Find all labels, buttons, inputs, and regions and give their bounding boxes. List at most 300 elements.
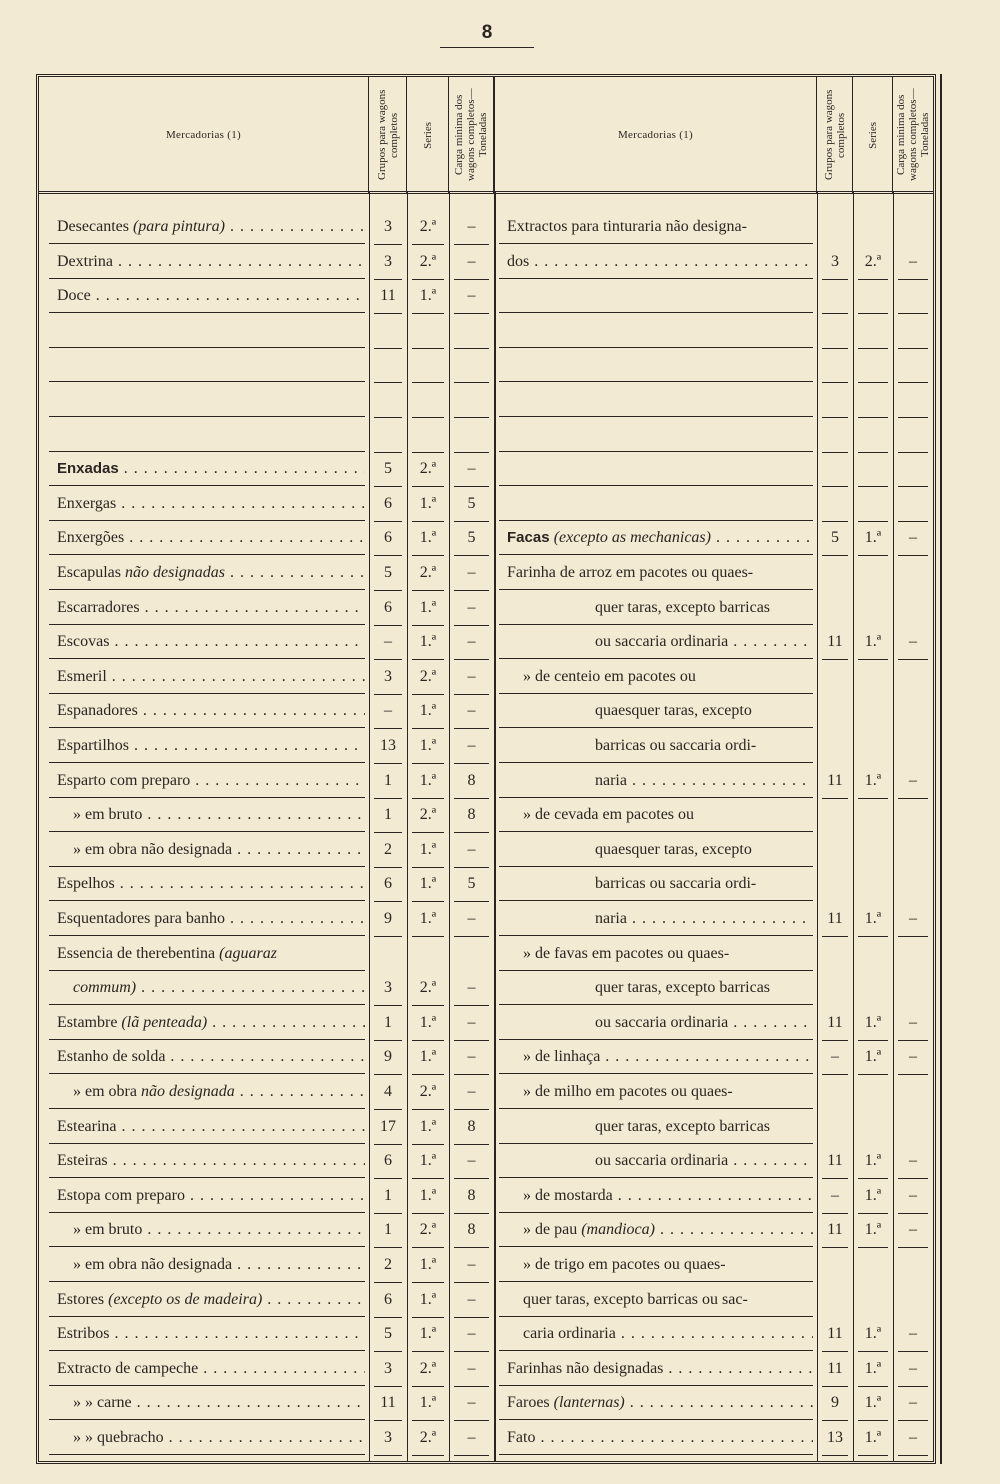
carga-value bbox=[898, 452, 928, 487]
entry-name-text: Escapulas bbox=[57, 564, 125, 581]
carga-value: – bbox=[454, 1040, 489, 1075]
serie-value: 1.ª bbox=[412, 1040, 444, 1075]
grupo-value: 5 bbox=[374, 1317, 402, 1352]
grupo-value bbox=[822, 418, 848, 453]
table-row bbox=[39, 556, 939, 590]
serie-value bbox=[858, 729, 888, 763]
page-number: 8 bbox=[440, 22, 534, 48]
carga-value bbox=[898, 210, 928, 244]
entry-name-text: » de mostarda bbox=[523, 1186, 613, 1204]
carga-value: 8 bbox=[454, 1110, 489, 1145]
serie-value bbox=[858, 279, 888, 314]
serie-value: 2.ª bbox=[412, 452, 444, 487]
header-grupos-label: Grupos para wagons completos bbox=[375, 89, 400, 181]
table-row bbox=[39, 1075, 939, 1109]
carga-value: – bbox=[898, 625, 928, 660]
serie-value: 1.ª bbox=[412, 729, 444, 764]
grupo-value bbox=[822, 487, 848, 522]
grupo-value: 1 bbox=[374, 764, 402, 799]
table-row bbox=[39, 279, 939, 313]
serie-value bbox=[858, 418, 888, 453]
entry-name-qualifier: (aguaraz bbox=[219, 944, 277, 962]
serie-value: 1.ª bbox=[412, 1144, 444, 1179]
carga-value: – bbox=[898, 1213, 928, 1248]
serie-value: 2.ª bbox=[412, 660, 444, 695]
grupo-value: 11 bbox=[374, 279, 402, 314]
carga-value: – bbox=[898, 1421, 928, 1456]
carga-value: – bbox=[454, 1386, 489, 1421]
grupo-value: 9 bbox=[374, 1040, 402, 1075]
serie-value bbox=[858, 556, 888, 590]
carga-value: – bbox=[454, 279, 489, 314]
carga-value: – bbox=[898, 1006, 928, 1041]
grupo-value: 6 bbox=[374, 1283, 402, 1318]
grupo-value bbox=[822, 1283, 848, 1317]
entry-name bbox=[499, 764, 813, 798]
serie-value: 2.ª bbox=[412, 245, 444, 280]
tariff-table bbox=[36, 74, 936, 1464]
entry-name-text: Escarradores bbox=[57, 598, 140, 616]
table-row bbox=[39, 625, 939, 659]
table-row bbox=[39, 210, 939, 244]
entry-name bbox=[499, 1352, 813, 1386]
entry-name-text: » » carne bbox=[73, 1394, 132, 1412]
entry-name bbox=[499, 1006, 813, 1040]
table-row bbox=[39, 971, 939, 1005]
page-edge-rule bbox=[932, 74, 942, 1464]
table-row bbox=[39, 833, 939, 867]
serie-value: 1.ª bbox=[858, 1352, 888, 1387]
serie-value bbox=[858, 348, 888, 383]
entry-name-text: Estambre bbox=[57, 1013, 122, 1031]
grupo-value: 11 bbox=[822, 764, 848, 799]
entry-name bbox=[499, 591, 813, 625]
carga-value bbox=[898, 314, 928, 349]
carga-value bbox=[898, 1248, 928, 1282]
leader-dots bbox=[535, 1429, 813, 1446]
entry-name bbox=[499, 1040, 813, 1074]
header-series-label: Series bbox=[421, 121, 434, 149]
serie-value: 1.ª bbox=[412, 1248, 444, 1283]
carga-value bbox=[898, 418, 928, 453]
grupo-value: 11 bbox=[822, 625, 848, 660]
entry-name-text: barricas ou saccaria ordi- bbox=[595, 875, 757, 893]
serie-value: 1.ª bbox=[412, 902, 444, 937]
carga-value bbox=[898, 487, 928, 522]
entry-name bbox=[499, 210, 813, 244]
grupo-value: 17 bbox=[374, 1110, 402, 1145]
entry-name bbox=[499, 867, 813, 901]
leader-dots bbox=[663, 1360, 813, 1377]
leader-dots bbox=[728, 633, 813, 650]
entry-name bbox=[499, 694, 813, 728]
grupo-value: 6 bbox=[374, 591, 402, 626]
serie-value bbox=[858, 971, 888, 1005]
table-row bbox=[39, 798, 939, 832]
carga-value: 8 bbox=[454, 798, 489, 833]
serie-value: 2.ª bbox=[858, 245, 888, 280]
serie-value: 1.ª bbox=[412, 279, 444, 314]
header-mercadorias-label: Mercadorias (1) bbox=[165, 129, 242, 141]
entry-name-text: » de linhaça bbox=[523, 1048, 601, 1066]
serie-value: 1.ª bbox=[858, 1213, 888, 1248]
carga-value: – bbox=[454, 591, 489, 626]
leader-dots bbox=[627, 910, 813, 927]
carga-value bbox=[898, 279, 928, 314]
entry-name bbox=[499, 937, 813, 971]
grupo-value bbox=[822, 210, 848, 244]
serie-value bbox=[858, 798, 888, 832]
carga-value: – bbox=[898, 1317, 928, 1352]
table-row bbox=[39, 591, 939, 625]
table-row bbox=[39, 867, 939, 901]
entry-name bbox=[499, 452, 813, 486]
carga-value: – bbox=[454, 660, 489, 695]
entry-name-qualifier: (lã penteada) bbox=[121, 1013, 208, 1031]
carga-value: – bbox=[454, 1006, 489, 1041]
carga-value: – bbox=[454, 1248, 489, 1283]
serie-value bbox=[858, 314, 888, 349]
entry-name-text: Faroes bbox=[507, 1394, 554, 1412]
carga-value bbox=[898, 694, 928, 728]
serie-value: 1.ª bbox=[858, 1421, 888, 1456]
header-grupos-label: Grupos para wagons completos bbox=[822, 89, 847, 181]
table-row bbox=[39, 1040, 939, 1074]
grupo-value bbox=[822, 660, 848, 694]
carga-value bbox=[898, 971, 928, 1005]
entry-name bbox=[499, 902, 813, 936]
entry-name-text: dos bbox=[507, 252, 530, 270]
carga-value: 5 bbox=[454, 521, 489, 556]
leader-dots bbox=[728, 1152, 813, 1169]
entry-name-text: Enxadas bbox=[57, 460, 119, 478]
carga-value: 5 bbox=[454, 487, 489, 522]
entry-name bbox=[499, 314, 813, 348]
grupo-value: 9 bbox=[374, 902, 402, 937]
serie-value: 1.ª bbox=[412, 487, 444, 522]
entry-name-text: » de pau bbox=[523, 1221, 582, 1239]
table-row bbox=[39, 1144, 939, 1178]
carga-value bbox=[898, 867, 928, 901]
grupo-value: 3 bbox=[374, 210, 402, 245]
serie-value: 2.ª bbox=[412, 1075, 444, 1110]
carga-value: – bbox=[898, 1179, 928, 1214]
entry-name-text: Estanho de solda bbox=[57, 1048, 166, 1066]
carga-value: – bbox=[454, 1283, 489, 1318]
table-row bbox=[39, 348, 939, 382]
entry-name bbox=[499, 1283, 813, 1317]
grupo-value bbox=[822, 971, 848, 1005]
entry-name-text: » de cevada em pacotes ou bbox=[523, 806, 695, 824]
leader-dots bbox=[625, 1394, 813, 1411]
carga-value: – bbox=[454, 1075, 489, 1110]
entry-name bbox=[499, 798, 813, 832]
entry-name-text: Facas bbox=[507, 529, 554, 547]
serie-value: 2.ª bbox=[412, 210, 444, 245]
carga-value bbox=[898, 348, 928, 383]
entry-name bbox=[499, 660, 813, 694]
entry-name bbox=[499, 833, 813, 867]
carga-value: – bbox=[454, 694, 489, 729]
grupo-value: 3 bbox=[374, 245, 402, 280]
table-row bbox=[39, 1283, 939, 1317]
entry-name-text: Esmeril bbox=[57, 667, 107, 685]
header-series-left bbox=[407, 77, 449, 193]
entry-name bbox=[499, 625, 813, 659]
carga-value bbox=[898, 1110, 928, 1144]
serie-value: 1.ª bbox=[412, 521, 444, 556]
grupo-value: 6 bbox=[374, 1144, 402, 1179]
serie-value: 1.ª bbox=[412, 591, 444, 626]
serie-value bbox=[858, 383, 888, 418]
header-carga-right bbox=[893, 77, 933, 193]
carga-value bbox=[898, 937, 928, 971]
grupo-value: 11 bbox=[822, 1213, 848, 1248]
table-row bbox=[39, 1317, 939, 1351]
entry-name-text: quaesquer taras, excepto bbox=[595, 840, 752, 858]
entry-name bbox=[499, 1179, 813, 1213]
grupo-value: 9 bbox=[822, 1386, 848, 1421]
leader-dots bbox=[616, 1325, 813, 1342]
serie-value: 2.ª bbox=[412, 971, 444, 1006]
entry-name-text: » » quebracho bbox=[73, 1429, 164, 1446]
serie-value: 1.ª bbox=[412, 833, 444, 868]
carga-value: – bbox=[454, 1421, 489, 1456]
grupo-value bbox=[822, 1248, 848, 1282]
grupo-value: 1 bbox=[374, 798, 402, 833]
header-grupos-right bbox=[817, 77, 853, 193]
entry-name-qualifier: commum) bbox=[73, 979, 137, 997]
carga-value: – bbox=[454, 971, 489, 1006]
serie-value bbox=[858, 1248, 888, 1282]
serie-value bbox=[858, 694, 888, 728]
table-row bbox=[39, 729, 939, 763]
header-mercadorias-right bbox=[495, 77, 817, 193]
serie-value: 1.ª bbox=[412, 1110, 444, 1145]
entry-name bbox=[499, 418, 813, 452]
entry-name-text: » de centeio em pacotes ou bbox=[523, 667, 696, 685]
grupo-value: 1 bbox=[374, 1006, 402, 1041]
grupo-value bbox=[822, 556, 848, 590]
table-row bbox=[39, 660, 939, 694]
serie-value: 1.ª bbox=[412, 694, 444, 729]
leader-dots bbox=[728, 1014, 813, 1031]
entry-name-text: quer taras, excepto barricas bbox=[595, 979, 771, 997]
entry-name-text: quer taras, excepto barricas bbox=[595, 1117, 771, 1135]
grupo-value bbox=[822, 798, 848, 832]
table-row bbox=[39, 1006, 939, 1040]
entry-name-qualifier: (excepto os de madeira) bbox=[108, 1290, 263, 1308]
entry-name-text: » em obra bbox=[73, 1083, 141, 1100]
carga-value: – bbox=[898, 902, 928, 937]
grupo-value: 3 bbox=[374, 1421, 402, 1456]
grupo-value bbox=[822, 937, 848, 971]
entry-name-text: caria ordinaria bbox=[523, 1325, 616, 1343]
table-row bbox=[39, 314, 939, 348]
grupo-value: 1 bbox=[374, 1213, 402, 1248]
grupo-value: 5 bbox=[374, 452, 402, 487]
entry-name-qualifier: não designadas bbox=[124, 564, 225, 581]
grupo-value bbox=[822, 867, 848, 901]
entry-name-text: Espartilhos bbox=[57, 737, 129, 754]
grupo-value: 3 bbox=[822, 245, 848, 280]
entry-name bbox=[499, 1248, 813, 1282]
entry-name-text: naria bbox=[595, 771, 627, 789]
serie-value bbox=[858, 452, 888, 487]
serie-value bbox=[858, 1110, 888, 1144]
grupo-value bbox=[822, 1075, 848, 1109]
serie-value bbox=[858, 833, 888, 867]
serie-value: 1.ª bbox=[858, 1317, 888, 1352]
header-mercadorias-left bbox=[39, 77, 369, 193]
entry-name-text: Dextrina bbox=[57, 252, 113, 270]
entry-name-text: Fato bbox=[507, 1429, 536, 1446]
entry-name bbox=[499, 245, 813, 279]
entry-name bbox=[499, 383, 813, 417]
table-row bbox=[39, 452, 939, 486]
grupo-value: 11 bbox=[822, 1352, 848, 1387]
serie-value bbox=[858, 1075, 888, 1109]
grupo-value: – bbox=[374, 694, 402, 729]
grupo-value: 6 bbox=[374, 867, 402, 902]
table-row bbox=[39, 902, 939, 936]
entry-name-text: Estopa com preparo bbox=[57, 1186, 185, 1204]
serie-value: 1.ª bbox=[412, 1283, 444, 1318]
grupo-value: 1 bbox=[374, 1179, 402, 1214]
entry-name bbox=[499, 1110, 813, 1144]
serie-value: 1.ª bbox=[412, 625, 444, 660]
entry-name-text: Desecantes bbox=[57, 218, 133, 235]
grupo-value: 6 bbox=[374, 521, 402, 556]
header-grupos-left bbox=[369, 77, 407, 193]
entry-name-text: Extractos para tinturaria não designa- bbox=[507, 218, 747, 235]
entry-name-text: ou saccaria ordinaria bbox=[595, 1013, 729, 1031]
carga-value: – bbox=[898, 245, 928, 280]
carga-value bbox=[898, 383, 928, 418]
serie-value: 1.ª bbox=[412, 1179, 444, 1214]
serie-value: 1.ª bbox=[412, 764, 444, 799]
carga-value: 8 bbox=[454, 1213, 489, 1248]
grupo-value: 6 bbox=[374, 487, 402, 522]
carga-value: – bbox=[454, 245, 489, 280]
header-series-label: Series bbox=[866, 121, 879, 149]
leader-dots bbox=[613, 1187, 813, 1204]
serie-value: 1.ª bbox=[858, 1144, 888, 1179]
serie-value bbox=[858, 591, 888, 625]
grupo-value: 4 bbox=[374, 1075, 402, 1110]
entry-name-text: » de milho em pacotes ou quaes- bbox=[523, 1083, 733, 1100]
serie-value: 1.ª bbox=[412, 1006, 444, 1041]
serie-value: 2.ª bbox=[412, 1213, 444, 1248]
table-row bbox=[39, 1386, 939, 1420]
table-row bbox=[39, 1352, 939, 1386]
grupo-value bbox=[822, 591, 848, 625]
table-row bbox=[39, 418, 939, 452]
serie-value: 1.ª bbox=[858, 902, 888, 937]
entry-name-text: Esteiras bbox=[57, 1152, 108, 1170]
entry-name bbox=[499, 1213, 813, 1247]
grupo-value: 13 bbox=[374, 729, 402, 764]
grupo-value: 11 bbox=[374, 1386, 402, 1421]
carga-value: – bbox=[454, 729, 489, 764]
entry-name-text: Esquentadores para banho bbox=[57, 910, 225, 927]
serie-value: 1.ª bbox=[858, 1179, 888, 1214]
serie-value: 1.ª bbox=[858, 521, 888, 556]
entry-name-text: naria bbox=[595, 910, 627, 927]
carga-value: – bbox=[454, 1317, 489, 1352]
grupo-value: 5 bbox=[374, 556, 402, 591]
serie-value: 1.ª bbox=[412, 1386, 444, 1421]
table-row bbox=[39, 383, 939, 417]
grupo-value: 3 bbox=[374, 971, 402, 1006]
carga-value: 5 bbox=[454, 867, 489, 902]
header-rule bbox=[39, 191, 933, 194]
carga-value: – bbox=[898, 521, 928, 556]
entry-name-qualifier: não designada bbox=[140, 1083, 235, 1100]
entry-name bbox=[499, 521, 813, 555]
leader-dots bbox=[655, 1221, 813, 1238]
entry-name-text: » de trigo em pacotes ou quaes- bbox=[523, 1256, 726, 1273]
entry-name-text: Esparto com preparo bbox=[57, 771, 191, 789]
entry-name bbox=[499, 1075, 813, 1109]
leader-dots bbox=[627, 772, 813, 789]
carga-value: – bbox=[454, 902, 489, 937]
entry-name-text: Estribos bbox=[57, 1325, 110, 1343]
serie-value: 2.ª bbox=[412, 1421, 444, 1456]
carga-value: 8 bbox=[454, 1179, 489, 1214]
carga-value: – bbox=[898, 1352, 928, 1387]
entry-name bbox=[499, 556, 813, 590]
carga-value: – bbox=[898, 1040, 928, 1075]
grupo-value bbox=[822, 833, 848, 867]
grupo-value: – bbox=[822, 1040, 848, 1075]
table-row bbox=[39, 1248, 939, 1282]
header-carga-left bbox=[449, 77, 495, 193]
grupo-value: 3 bbox=[374, 660, 402, 695]
carga-value bbox=[898, 591, 928, 625]
table-row bbox=[39, 487, 939, 521]
entry-name-text: Estores bbox=[57, 1290, 109, 1308]
serie-value bbox=[858, 210, 888, 244]
table-row bbox=[39, 937, 939, 971]
entry-name-qualifier: (lanternas) bbox=[553, 1394, 625, 1412]
carga-value bbox=[898, 729, 928, 763]
grupo-value bbox=[822, 1110, 848, 1144]
grupo-value: 5 bbox=[822, 521, 848, 556]
carga-value bbox=[898, 1283, 928, 1317]
serie-value bbox=[858, 867, 888, 901]
entry-name-text: Estearina bbox=[57, 1117, 117, 1135]
serie-value: 1.ª bbox=[858, 764, 888, 799]
entry-name bbox=[499, 971, 813, 1005]
serie-value bbox=[858, 1283, 888, 1317]
header-carga-label: Carga minima dos wagons completos—Toneladas bbox=[895, 88, 931, 182]
entry-name bbox=[499, 729, 813, 763]
grupo-value: 2 bbox=[374, 833, 402, 868]
grupo-value bbox=[822, 314, 848, 349]
serie-value: 1.ª bbox=[858, 1006, 888, 1041]
entry-name-text: » em bruto bbox=[73, 1221, 143, 1239]
serie-value: 2.ª bbox=[412, 1352, 444, 1387]
grupo-value bbox=[822, 383, 848, 418]
carga-value: – bbox=[454, 1144, 489, 1179]
serie-value bbox=[858, 937, 888, 971]
table-row bbox=[39, 1213, 939, 1247]
entry-name-text: Enxergas bbox=[57, 494, 117, 512]
entry-name-text: » de favas em pacotes ou quaes- bbox=[523, 944, 730, 962]
entry-name-text: Espelhos bbox=[57, 875, 115, 893]
entry-name-text: quaesquer taras, excepto bbox=[595, 702, 752, 720]
